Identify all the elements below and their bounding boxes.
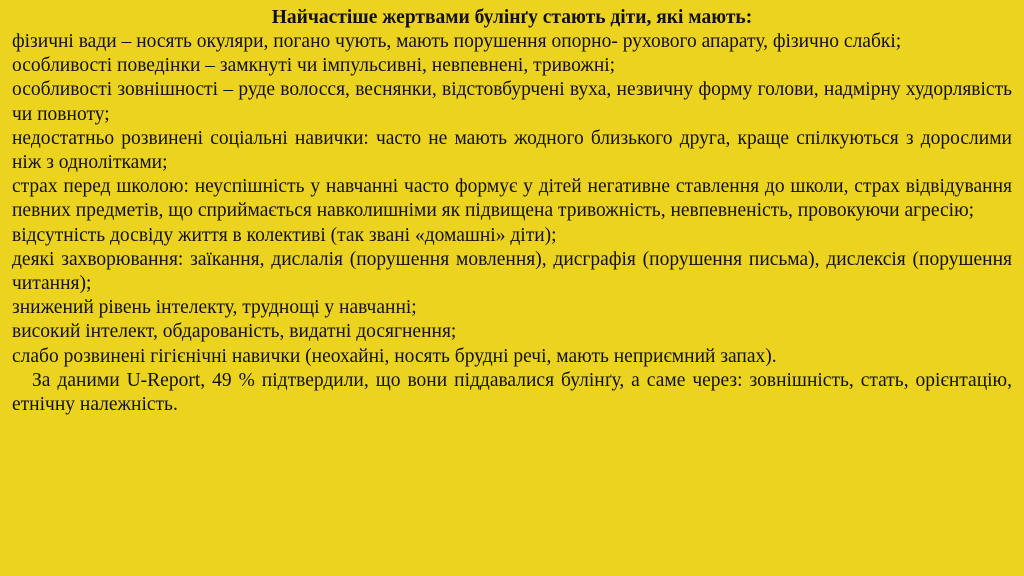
risk-factors-list [12,30,1012,369]
list-item-school-fear: страх перед школою: неуспішність у навчанні часто формує у дітей негативне ставлення до школи, страх відвідування певних предметів, що сприймається навколишніми як підвищена тривожність, невпевненість, провокуючи агресію; [12,176,1012,222]
list-item-behavior: особливості поведінки – замкнуті чи імпульсивні, невпевнені, тривожні; [12,55,616,77]
list-item-social-skills: недостатньо розвинені соціальні навички: часто не мають жодного близького друга, краще спілкуються з дорослими ніж з однолітками; [12,127,1012,174]
slide-title: Найчастіше жертвами булінґу стають діти, які мають: [271,7,753,28]
list-item-diseases: деякі захворювання: заїкання, дислалія (порушення мовлення), дисграфія (порушення письма), дислексія (порушення читання); [12,248,1012,295]
summary-paragraph: За даними U-Report, 49 % підтвердили, що вони піддавалися булінґу, а саме через: зовнішність, стать, орієнтацію, етнічну належність. [12,369,1012,416]
list-item-appearance: особливості зовнішності – руде волосся, веснянки, відстовбурчені вуха, незвичну форму голови, надмірну худорлявість чи повноту; [12,79,1012,125]
list-item-collective: відсутність досвіду життя в колективі (так звані «домашні» діти); [12,224,557,246]
list-item-high-intellect: високий інтелект, обдарованість, видатні досягнення; [12,321,457,343]
list-item-low-intellect: знижений рівень інтелекту, труднощі у навчанні; [12,297,417,319]
list-item-hygiene: слабо розвинені гігієнічні навички (неохайні, носять брудні речі, мають неприємний запах). [12,345,777,367]
list-item-physical: фізичні вади – носять окуляри, погано чують, мають порушення опорно- рухового апарату, фізично слабкі; [12,31,902,52]
